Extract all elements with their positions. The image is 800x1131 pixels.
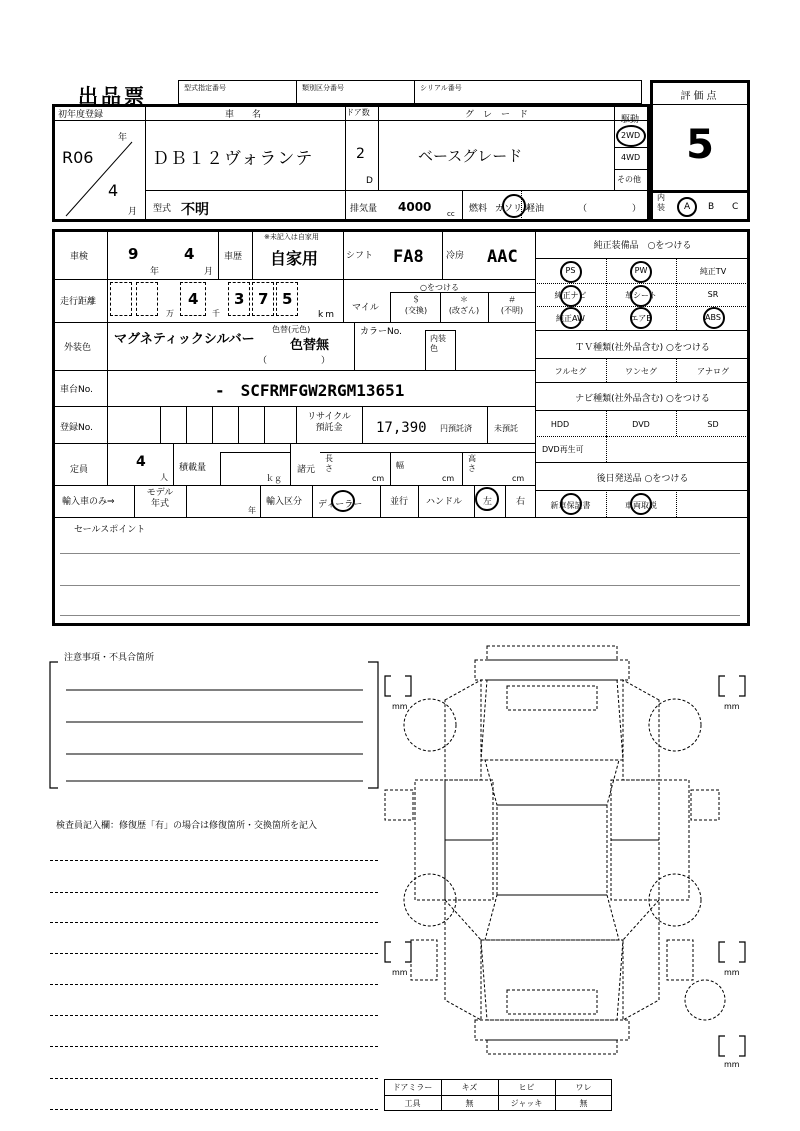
interior-b[interactable]: B bbox=[708, 202, 715, 212]
fuel-selected-mark bbox=[502, 194, 526, 218]
fuel-gasoline[interactable]: ガソリン bbox=[495, 204, 532, 214]
load-unit: ｋｇ bbox=[266, 474, 282, 483]
capacity-unit: 人 bbox=[160, 473, 168, 482]
handle-right[interactable]: 右 bbox=[516, 497, 526, 507]
drive-selected-mark bbox=[616, 125, 646, 147]
exterior-label: 外装色 bbox=[64, 343, 92, 353]
fuel-label: 燃料 bbox=[469, 204, 488, 214]
equip-leather[interactable]: 革シート bbox=[625, 291, 657, 300]
import-label: 輸入車のみ⇒ bbox=[62, 497, 115, 507]
mileage-altered[interactable]: ＊ (改ざん) bbox=[448, 295, 480, 315]
tv-title: ＴＶ種類(社外品含む) ○をつける bbox=[575, 343, 710, 353]
usage-note: ※未記入は自家用 bbox=[264, 233, 319, 241]
tv-fullseg[interactable]: フルセグ bbox=[554, 367, 587, 376]
registration-era-year: R06 bbox=[62, 148, 94, 167]
recycle-value: 17,390 bbox=[376, 420, 427, 436]
mm-label-rl: mm bbox=[392, 968, 408, 977]
interior-label: 内 装 bbox=[657, 193, 665, 212]
cell-scratch: キズ bbox=[461, 1083, 478, 1092]
navi-dvd[interactable]: DVD bbox=[632, 420, 650, 429]
equip-airbag[interactable]: エアB bbox=[630, 314, 652, 323]
dimensions-label: 諸元 bbox=[297, 465, 316, 475]
handle-left[interactable]: 左 bbox=[483, 497, 493, 507]
inspector-label: 検査員記入欄：修復歴「有」の場合は修復箇所・交換箇所を記入 bbox=[56, 821, 318, 831]
inspection-year-unit: 年 bbox=[150, 267, 160, 277]
color-no-label: カラーNo. bbox=[360, 327, 402, 337]
mileage-digit-1 bbox=[110, 282, 132, 316]
load-label: 積載量 bbox=[179, 463, 207, 473]
registration-label: 初年度登録 bbox=[58, 110, 104, 120]
recycle-unit: 円預託済 bbox=[440, 424, 472, 433]
drive-4wd[interactable]: 4WD bbox=[621, 153, 641, 162]
later-manual[interactable]: 車両取説 bbox=[625, 501, 657, 510]
aircon-label: 冷房 bbox=[446, 251, 465, 261]
pw-mark bbox=[630, 261, 652, 283]
mm-label-spare: mm bbox=[724, 1060, 740, 1069]
displacement-unit: cc bbox=[447, 210, 455, 218]
inspection-year: 9 bbox=[128, 245, 139, 263]
model-year-unit: 年 bbox=[248, 506, 256, 515]
repaint-paren: （ ） bbox=[258, 356, 331, 366]
navi-sd[interactable]: SD bbox=[707, 420, 719, 429]
cell-crack: ヒビ bbox=[518, 1083, 535, 1092]
reg-no-label: 登録No. bbox=[60, 423, 93, 433]
interior-c[interactable]: C bbox=[732, 202, 739, 212]
equipment-title: 純正装備品 ○をつける bbox=[593, 241, 692, 251]
mileage-sen: 千 bbox=[212, 309, 220, 318]
equip-sr[interactable]: SR bbox=[707, 290, 719, 299]
airbag-mark bbox=[630, 307, 652, 329]
mileage-mile[interactable]: マイル bbox=[352, 303, 379, 313]
registration-year-unit: 年 bbox=[118, 133, 128, 143]
tv-analog[interactable]: アナログ bbox=[697, 367, 729, 376]
doors-label: ドア数 bbox=[346, 108, 370, 117]
import-dealer[interactable]: ディーラー bbox=[318, 500, 363, 510]
dim-length-unit: cm bbox=[372, 474, 385, 483]
mileage-man: 万 bbox=[166, 309, 174, 318]
fuel-diesel[interactable]: 軽油 bbox=[526, 204, 545, 214]
warranty-mark bbox=[560, 493, 582, 515]
aw-mark bbox=[560, 307, 582, 329]
dim-length: 長 さ bbox=[325, 454, 333, 473]
ps-mark bbox=[560, 261, 582, 283]
repaint-value: 色替無 bbox=[290, 338, 330, 353]
equip-navi[interactable]: 純正ナビ bbox=[554, 291, 587, 300]
mm-label-fl: mm bbox=[392, 702, 408, 711]
mm-label-rr: mm bbox=[724, 968, 740, 977]
import-parallel[interactable]: 並行 bbox=[390, 497, 409, 507]
serial-label: シリアル番号 bbox=[420, 84, 462, 92]
dealer-selected-mark bbox=[331, 490, 355, 512]
car-name-label: 車 名 bbox=[225, 110, 262, 120]
grade-value: ベースグレード bbox=[418, 147, 523, 165]
mileage-digit-2 bbox=[136, 282, 158, 316]
inspection-month: 4 bbox=[184, 245, 195, 263]
navi-dvd-play[interactable]: DVD再生可 bbox=[542, 445, 584, 454]
cell-break: ワレ bbox=[575, 1083, 592, 1092]
shift-value: FA8 bbox=[393, 247, 424, 267]
displacement-label: 排気量 bbox=[350, 204, 378, 214]
capacity-label: 定員 bbox=[70, 465, 89, 475]
equip-abs[interactable]: ABS bbox=[705, 313, 721, 322]
usage-value: 自家用 bbox=[270, 249, 319, 268]
notes-bracket bbox=[48, 655, 383, 795]
equip-aw[interactable]: 純正AW bbox=[556, 314, 585, 323]
interior-a[interactable]: A bbox=[684, 202, 691, 212]
inspection-month-unit: 月 bbox=[204, 267, 214, 277]
drive-2wd[interactable]: 2WD bbox=[621, 131, 641, 140]
score-value: 5 bbox=[686, 122, 714, 168]
mileage-unit: km bbox=[318, 310, 336, 320]
dim-height: 高 さ bbox=[468, 454, 476, 473]
cell-jack-value: 無 bbox=[579, 1099, 588, 1108]
equip-ps[interactable]: PS bbox=[565, 266, 576, 275]
header-code-row bbox=[178, 80, 642, 104]
doors-suffix: D bbox=[366, 176, 373, 186]
class-code-label: 類別区分番号 bbox=[302, 84, 344, 92]
manual-mark bbox=[630, 493, 652, 515]
drive-other[interactable]: その他 bbox=[617, 175, 641, 184]
chassis-value: - SCFRMFGW2RGM13651 bbox=[215, 381, 405, 400]
leather-mark bbox=[630, 285, 652, 307]
inspection-label: 車検 bbox=[70, 252, 89, 262]
navi-hdd[interactable]: HDD bbox=[550, 420, 570, 429]
handle-label: ハンドル bbox=[426, 497, 463, 507]
shift-label: シフト bbox=[346, 251, 374, 261]
model-code-label: 型式指定番号 bbox=[184, 84, 226, 92]
later-title: 後日発送品 ○をつける bbox=[596, 474, 689, 484]
notes-label: 注意事項・不具合箇所 bbox=[64, 653, 155, 663]
model-year-label: モデル 年式 bbox=[146, 488, 174, 509]
cell-jack: ジャッキ bbox=[510, 1099, 543, 1108]
chassis-label: 車台No. bbox=[60, 385, 93, 395]
equip-pw[interactable]: PW bbox=[634, 266, 648, 275]
cell-door-mirror: ドアミラー bbox=[392, 1083, 433, 1092]
import-class-label: 輸入区分 bbox=[266, 497, 303, 507]
dim-height-unit: cm bbox=[512, 474, 525, 483]
displacement-value: 4000 bbox=[398, 200, 432, 214]
navi-title: ナビ種類(社外品含む) ○をつける bbox=[575, 394, 710, 404]
doors-value: 2 bbox=[356, 146, 365, 162]
mileage-unknown[interactable]: ＃ (不明) bbox=[500, 295, 524, 315]
usage-label: 車歴 bbox=[224, 252, 243, 262]
model-type-value: 不明 bbox=[181, 202, 209, 218]
car-name-value: ＤＢ１２ヴォランテ bbox=[152, 149, 314, 169]
recycle-not[interactable]: 未預託 bbox=[494, 424, 518, 433]
aircon-value: AAC bbox=[487, 247, 518, 267]
repaint-label: 色替(元色) bbox=[272, 325, 311, 334]
recycle-label: リサイクル 預託金 bbox=[307, 412, 351, 433]
page-title: 出品票 bbox=[78, 84, 147, 108]
drive-label: 駆動 bbox=[621, 115, 640, 125]
navi-mark bbox=[560, 285, 582, 307]
tv-oneseg[interactable]: ワンセグ bbox=[625, 367, 657, 376]
later-warranty[interactable]: 新車保証書 bbox=[550, 501, 591, 510]
sales-point-label: セールスポイント bbox=[74, 525, 146, 535]
mileage-label: 走行距離 bbox=[60, 297, 97, 307]
mileage-mark-note: ○をつける bbox=[420, 283, 459, 292]
mileage-exchange[interactable]: ＄ (交換) bbox=[404, 295, 428, 315]
dim-width: 幅 bbox=[396, 461, 404, 470]
registration-month: 4 bbox=[108, 181, 119, 200]
cell-tools-value: 無 bbox=[465, 1099, 474, 1108]
handle-selected-mark bbox=[475, 487, 499, 511]
score-label: 評価点 bbox=[680, 91, 720, 102]
capacity-value: 4 bbox=[136, 454, 146, 470]
model-type-label: 型式 bbox=[153, 204, 172, 214]
mm-label-fr: mm bbox=[724, 702, 740, 711]
car-damage-diagram[interactable] bbox=[375, 640, 755, 1080]
fuel-other[interactable]: （ ） bbox=[578, 204, 642, 214]
cell-tools: 工具 bbox=[404, 1099, 421, 1108]
abs-mark bbox=[703, 307, 725, 329]
dim-width-unit: cm bbox=[442, 474, 455, 483]
equip-tv[interactable]: 純正TV bbox=[699, 267, 727, 276]
registration-month-unit: 月 bbox=[128, 207, 138, 217]
interior-color-label: 内装 色 bbox=[430, 334, 446, 353]
exterior-value: マグネティックシルバー bbox=[114, 332, 255, 347]
grade-label: グ レ ー ド bbox=[465, 110, 529, 120]
